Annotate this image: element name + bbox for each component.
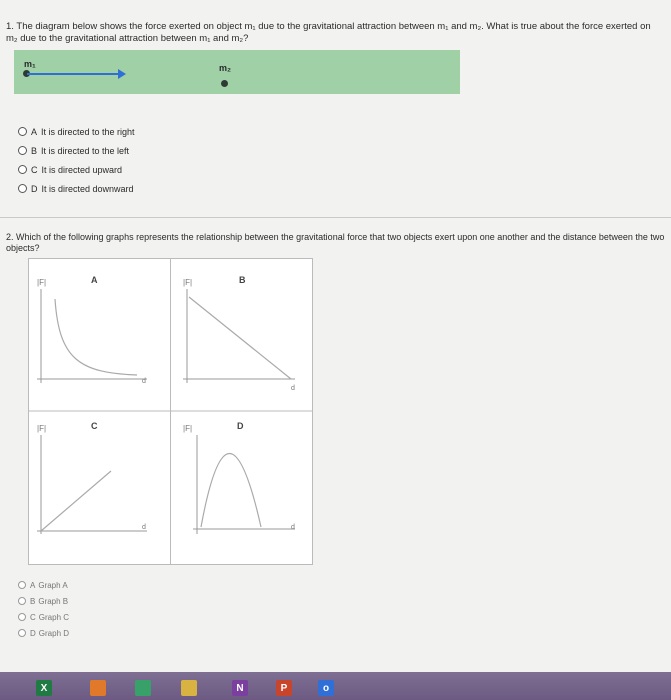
excel-icon[interactable]: X xyxy=(36,680,52,696)
option-letter: B xyxy=(30,596,36,606)
graph-a-xlabel: d xyxy=(142,378,146,385)
graph-d-ylabel: |F| xyxy=(183,424,193,433)
force-diagram-right xyxy=(249,50,460,94)
app-icon-orange[interactable] xyxy=(90,680,106,696)
graph-a-ylabel: |F| xyxy=(37,278,47,287)
graph-b-letter: B xyxy=(239,275,246,285)
option-text: Graph C xyxy=(38,612,70,622)
option-text: Graph A xyxy=(38,580,68,590)
graph-b-ylabel: |F| xyxy=(183,278,193,287)
q1-option-c[interactable] xyxy=(18,160,135,179)
graph-c-line xyxy=(41,471,111,531)
graph-d-letter: D xyxy=(237,421,244,431)
app-icon-green[interactable] xyxy=(135,680,151,696)
graph-c-ylabel: |F| xyxy=(37,424,47,433)
graph-a-curve xyxy=(55,299,137,375)
q2-option-c[interactable] xyxy=(18,609,69,625)
option-text: Graph D xyxy=(38,628,70,638)
powerpoint-icon[interactable]: P xyxy=(276,680,292,696)
graphs-svg xyxy=(29,259,312,564)
graph-d-curve xyxy=(201,454,261,528)
q1-option-b[interactable] xyxy=(18,141,135,160)
graph-b-line xyxy=(189,297,291,379)
option-text: It is directed to the left xyxy=(41,145,130,156)
section-divider xyxy=(0,217,671,218)
m2-label: m₂ xyxy=(219,63,232,73)
question-2-options xyxy=(18,577,69,641)
graph-a-letter: A xyxy=(91,275,98,285)
question-2-text: 2. Which of the following graphs represents the relationship between the gravitational force that two objects exert upon one another and the distance between the two objects? xyxy=(6,232,665,253)
m1-label: m₁ xyxy=(24,59,36,69)
graph-d-xlabel: d xyxy=(291,524,295,531)
force-arrow-head xyxy=(118,69,126,79)
option-letter: C xyxy=(30,612,36,622)
option-letter: A xyxy=(31,126,38,137)
radio-button[interactable] xyxy=(18,597,26,605)
option-text: It is directed downward xyxy=(41,183,134,194)
option-letter: D xyxy=(31,183,38,194)
option-letter: B xyxy=(31,145,38,156)
m2-dot xyxy=(221,80,228,87)
radio-button[interactable] xyxy=(18,165,27,174)
option-text: Graph B xyxy=(38,596,69,606)
radio-button[interactable] xyxy=(18,127,27,136)
graph-c-letter: C xyxy=(91,421,98,431)
radio-button[interactable] xyxy=(18,581,26,589)
radio-button[interactable] xyxy=(18,613,26,621)
q2-option-d[interactable] xyxy=(18,625,69,641)
force-diagram xyxy=(14,50,249,94)
option-text: It is directed upward xyxy=(41,164,123,175)
option-letter: C xyxy=(31,164,38,175)
option-text: It is directed to the right xyxy=(41,126,135,137)
question-1-text: 1. The diagram below shows the force exerted on object m₁ due to the gravitational attraction between m₁ and m₂. What is true about the force exerted on m₂ due to the gravitational attraction between m₁ and m₂? xyxy=(6,21,651,44)
q1-option-a[interactable] xyxy=(18,122,135,141)
outlook-icon[interactable]: o xyxy=(318,680,334,696)
question-1-options xyxy=(18,122,135,198)
chrome-icon[interactable] xyxy=(181,680,197,696)
option-letter: D xyxy=(30,628,36,638)
option-letter: A xyxy=(30,580,36,590)
graph-c-xlabel: d xyxy=(142,524,146,531)
graph-panel xyxy=(28,258,313,565)
onenote-icon[interactable]: N xyxy=(232,680,248,696)
radio-button[interactable] xyxy=(18,184,27,193)
q2-option-a[interactable] xyxy=(18,577,69,593)
radio-button[interactable] xyxy=(18,629,26,637)
force-arrow xyxy=(27,73,119,75)
radio-button[interactable] xyxy=(18,146,27,155)
graph-b-xlabel: d xyxy=(291,385,295,392)
q1-option-d[interactable] xyxy=(18,179,135,198)
q2-option-b[interactable] xyxy=(18,593,69,609)
